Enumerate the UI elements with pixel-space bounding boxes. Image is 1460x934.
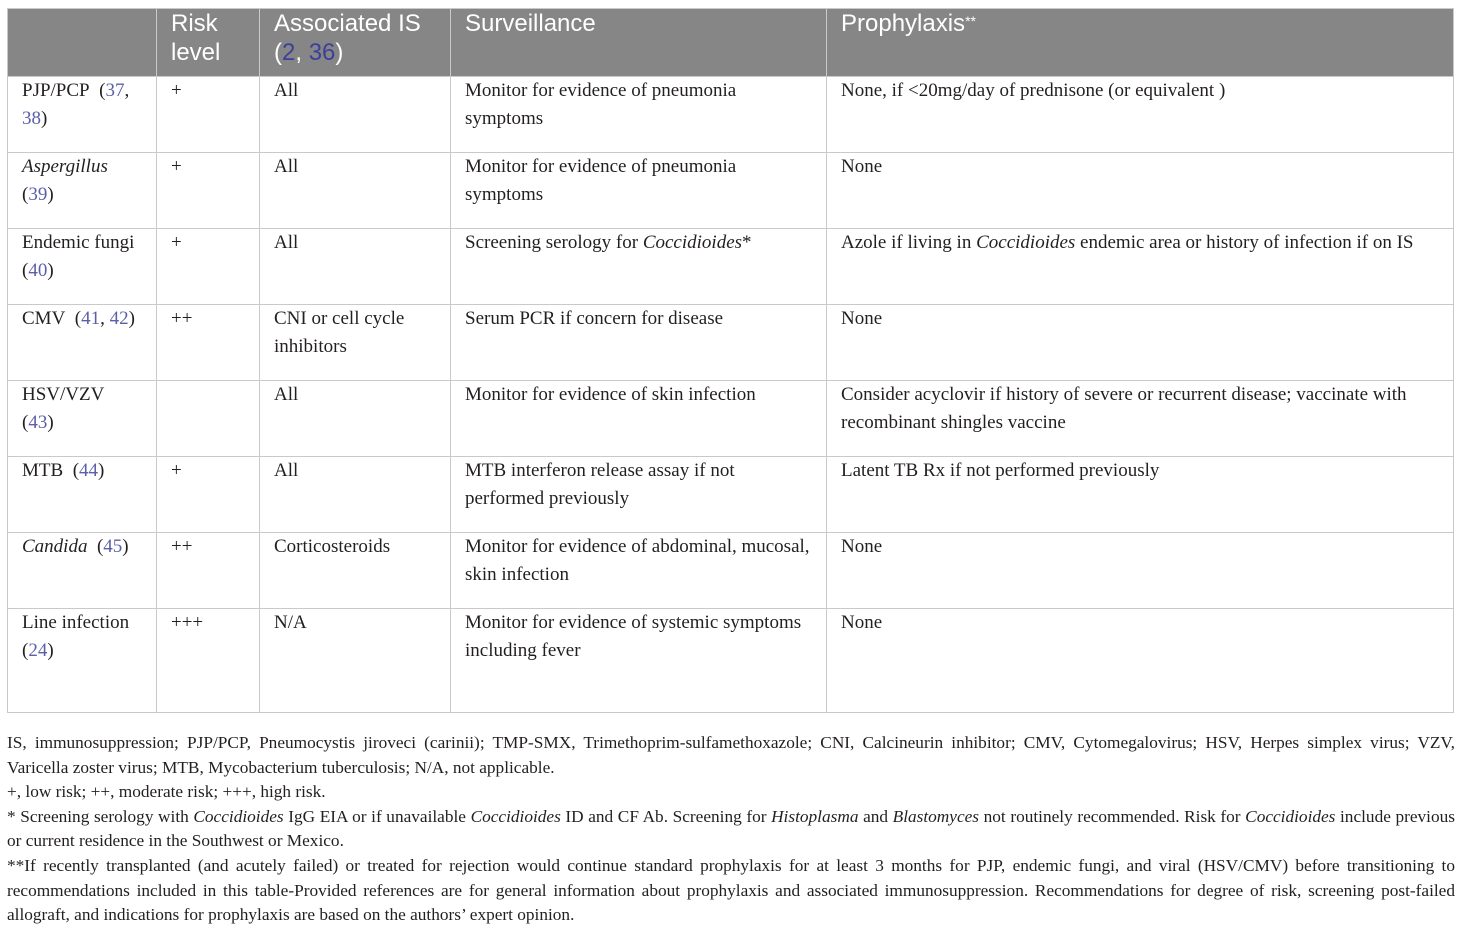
prophylaxis-cell: None (827, 533, 1454, 609)
infection-risk-table (7, 8, 1454, 713)
table-footnotes (7, 731, 1455, 928)
associated-is-cell: All (260, 153, 451, 229)
risk-cell: +++ (157, 609, 260, 713)
header-associated-is: Associated IS (2, 36) (260, 9, 451, 77)
associated-is-cell: N/A (260, 609, 451, 713)
header-row (8, 9, 1454, 77)
risk-cell: + (157, 153, 260, 229)
table-row (8, 229, 1454, 305)
prophylaxis-cell: None (827, 153, 1454, 229)
associated-is-cell: CNI or cell cycle inhibitors (260, 305, 451, 381)
double-asterisk-mark: ** (965, 13, 976, 29)
pathogen-cell: PJP/PCP (37, 38) (8, 77, 157, 153)
header-prophylaxis (827, 9, 1454, 77)
risk-cell: ++ (157, 533, 260, 609)
table-row (8, 153, 1454, 229)
risk-cell: + (157, 77, 260, 153)
header-associated-is-label: Associated IS (274, 10, 421, 37)
reference-link[interactable]: 44 (79, 460, 99, 481)
pathogen-cell: Endemic fungi (40) (8, 229, 157, 305)
header-pathogen (8, 9, 157, 77)
header-prophylaxis-label: Prophylaxis (841, 10, 966, 37)
pathogen-cell: MTB (44) (8, 457, 157, 533)
header-risk-level: Risk level (157, 9, 260, 77)
associated-is-cell: All (260, 381, 451, 457)
header-surveillance: Surveillance (451, 9, 827, 77)
table-row (8, 77, 1454, 153)
prophylaxis-cell: None (827, 305, 1454, 381)
footnote-risk-key: +, low risk; ++, moderate risk; +++, high risk. (7, 782, 326, 802)
pathogen-cell: Aspergillus (39) (8, 153, 157, 229)
reference-link[interactable]: 45 (103, 536, 123, 557)
pathogen-cell: CMV (41, 42) (8, 305, 157, 381)
reference-link[interactable]: 40 (28, 260, 48, 281)
surveillance-cell: Monitor for evidence of pneumonia symptoms (451, 77, 827, 153)
surveillance-cell: Screening serology for Coccidioides* (451, 229, 827, 305)
reference-link[interactable]: 42 (109, 308, 129, 329)
associated-is-cell: All (260, 457, 451, 533)
pathogen-cell: Candida (45) (8, 533, 157, 609)
associated-is-cell: All (260, 77, 451, 153)
surveillance-cell: Monitor for evidence of skin infection (451, 381, 827, 457)
table-row (8, 533, 1454, 609)
surveillance-cell: Serum PCR if concern for disease (451, 305, 827, 381)
pathogen-cell: Line infection (24) (8, 609, 157, 713)
surveillance-cell: MTB interferon release assay if not performed previously (451, 457, 827, 533)
risk-cell (157, 381, 260, 457)
prophylaxis-cell: Latent TB Rx if not performed previously (827, 457, 1454, 533)
reference-link[interactable]: 36 (308, 39, 336, 66)
associated-is-cell: Corticosteroids (260, 533, 451, 609)
reference-link[interactable]: 2 (282, 39, 296, 66)
prophylaxis-cell: None, if <20mg/day of prednisone (or equivalent ) (827, 77, 1454, 153)
pathogen-cell: HSV/VZV (43) (8, 381, 157, 457)
risk-cell: + (157, 457, 260, 533)
table-row (8, 609, 1454, 713)
reference-link[interactable]: 38 (22, 108, 41, 129)
table-row (8, 381, 1454, 457)
footnote-abbreviations: IS, immunosuppression; PJP/PCP, Pneumocystis jiroveci (carinii); TMP-SMX, Trimethoprim-sulfamethoxazole; CNI, Calcineurin inhibitor; CMV, Cytomegalovirus; HSV, Herpes simplex virus; VZV, Varicella zoster virus; MTB, Mycobacterium tuberculosis; N/A, not applicable. (7, 733, 1455, 777)
reference-link[interactable]: 39 (28, 184, 48, 205)
footnote-single-asterisk: * Screening serology with Coccidioides IgG EIA or if unavailable Coccidioides ID and CF Ab. Screening for Histoplasma and Blastomyces not routinely recommended. Risk for Coccidioides include previous or current residence in the Southwest or Mexico. (7, 806, 1455, 851)
reference-link[interactable]: 41 (81, 308, 101, 329)
surveillance-cell: Monitor for evidence of systemic symptoms including fever (451, 609, 827, 713)
reference-link[interactable]: 24 (28, 640, 48, 661)
risk-cell: ++ (157, 305, 260, 381)
surveillance-cell: Monitor for evidence of abdominal, mucosal, skin infection (451, 533, 827, 609)
prophylaxis-cell: Consider acyclovir if history of severe or recurrent disease; vaccinate with recombinant shingles vaccine (827, 381, 1454, 457)
table-row (8, 457, 1454, 533)
surveillance-cell: Monitor for evidence of pneumonia symptoms (451, 153, 827, 229)
associated-is-cell: All (260, 229, 451, 305)
reference-link[interactable]: 43 (28, 412, 48, 433)
table-row (8, 305, 1454, 381)
reference-link[interactable]: 37 (105, 80, 125, 101)
prophylaxis-cell: Azole if living in Coccidioides endemic area or history of infection if on IS (827, 229, 1454, 305)
footnote-double-asterisk: **If recently transplanted (and acutely failed) or treated for rejection would continue standard prophylaxis for at least 3 months for PJP, endemic fungi, and viral (HSV/CMV) before transitioning to recommendations included in this table-Provided references are for general information about prophylaxis and associated immunosuppression. Recommendations for degree of risk, screening post-failed allograft, and indications for prophylaxis are based on the authors’ expert opinion. (7, 855, 1455, 925)
prophylaxis-cell: None (827, 609, 1454, 713)
risk-cell: + (157, 229, 260, 305)
